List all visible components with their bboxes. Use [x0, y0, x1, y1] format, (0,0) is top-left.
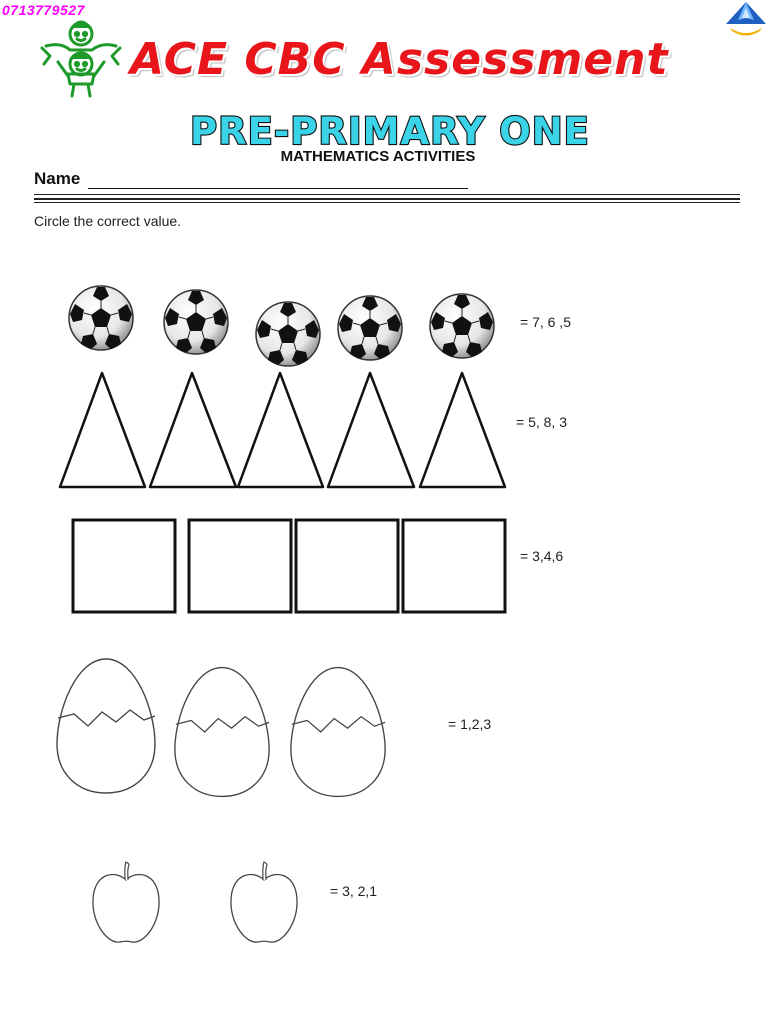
page-subtitle: MATHEMATICS ACTIVITIES	[280, 148, 476, 165]
answer-options[interactable]: = 5, 8, 3	[516, 414, 567, 430]
page-title-text: PRE-PRIMARY ONE	[190, 110, 590, 153]
egg-icon	[288, 664, 388, 800]
square-icon	[296, 520, 398, 612]
football-icon	[336, 294, 404, 362]
triangle-icon	[238, 373, 323, 487]
answer-options[interactable]: = 7, 6 ,5	[520, 314, 571, 330]
square-icon	[403, 520, 505, 612]
egg-icon	[54, 656, 158, 796]
instruction-text: Circle the correct value.	[34, 213, 182, 229]
phone-number: 0713779527	[2, 2, 85, 18]
football-icon	[254, 300, 322, 368]
football-icon	[162, 288, 230, 356]
divider	[34, 194, 740, 195]
football-row	[0, 280, 768, 370]
triangle-icon	[150, 373, 236, 487]
name-field[interactable]	[88, 188, 468, 189]
egg-icon	[172, 664, 272, 800]
name-label: Name	[34, 169, 81, 188]
triangle-icon	[420, 373, 505, 487]
brand-title: ACE CBC Assessment	[130, 34, 669, 85]
triangle-icon	[60, 373, 145, 487]
answer-options[interactable]: = 3, 2,1	[330, 883, 378, 899]
football-icon	[428, 292, 496, 360]
apple-icon	[90, 858, 162, 948]
pyramid-logo-icon	[724, 0, 768, 40]
square-icon	[189, 520, 291, 612]
square-icon	[73, 520, 175, 612]
egg-row	[0, 656, 768, 806]
answer-options[interactable]: = 1,2,3	[448, 716, 492, 732]
kids-logo-icon	[36, 18, 126, 98]
triangle-icon	[328, 373, 414, 487]
answer-options[interactable]: = 3,4,6	[520, 548, 564, 564]
square-row	[70, 516, 510, 616]
football-icon	[67, 284, 135, 352]
apple-icon	[228, 858, 300, 948]
apple-row	[0, 858, 768, 954]
divider	[34, 202, 740, 203]
divider	[34, 198, 740, 200]
triangle-row	[56, 368, 516, 492]
